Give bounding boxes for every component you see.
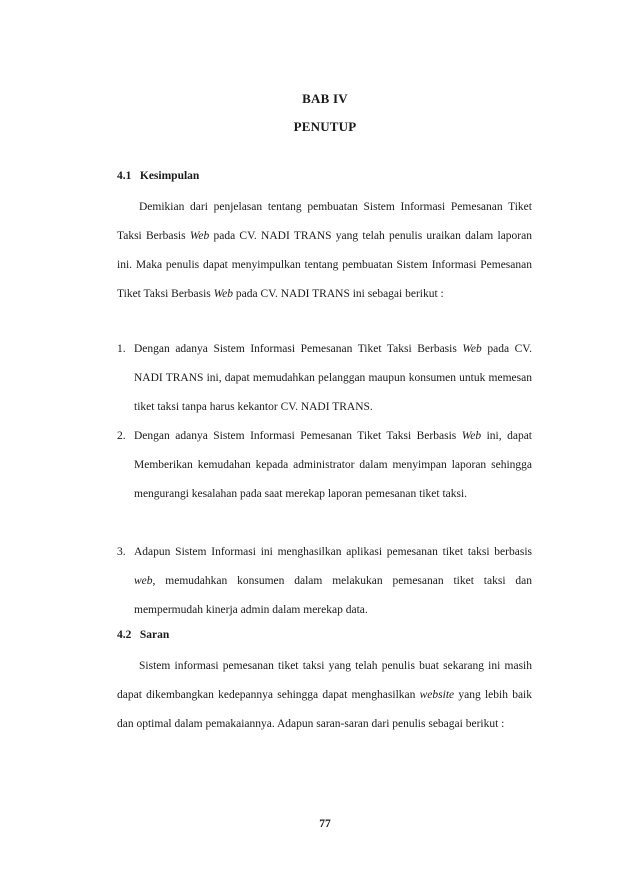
conclusion-list-item-2 xyxy=(117,422,532,509)
section-heading-saran xyxy=(117,629,169,641)
conclusion-intro-paragraph: Demikian dari penjelasan tentang pembuatan Sistem Informasi Pemesanan Tiket Taksi Berbasis Web pada CV. NADI TRANS yang telah penulis uraikan dalam laporan ini. Maka penulis dapat menyimpulkan tentang pembuatan Sistem Informasi Pemesanan Tiket Taksi Berbasis Web pada CV. NADI TRANS ini sebagai berikut : xyxy=(117,201,532,300)
chapter-title: PENUTUP xyxy=(293,119,357,134)
list-marker: 2. xyxy=(117,430,126,442)
list-item-text: Adapun Sistem Informasi ini menghasilkan aplikasi pemesanan tiket taksi berbasis web, memudahkan konsumen dalam melakukan pemesanan tiket taksi dan mempermudah kinerja admin dalam merekap data. xyxy=(134,546,532,616)
list-marker: 3. xyxy=(117,546,126,558)
conclusion-list-item-1 xyxy=(117,335,532,422)
section-title: Kesimpulan xyxy=(139,170,200,182)
section-title: Saran xyxy=(139,629,170,641)
chapter-number: BAB IV xyxy=(302,91,348,106)
suggestion-paragraph: Sistem informasi pemesanan tiket taksi yang telah penulis buat sekarang ini masih dapat dikembangkan kedepannya sehingga dapat menghasilkan website yang lebih baik dan optimal dalam pemakaiannya. Adapun saran-saran dari penulis sebagai berikut : xyxy=(117,660,532,730)
conclusion-list-item-3 xyxy=(117,538,532,625)
section-number: 4.1 xyxy=(117,170,132,182)
list-item-text: Dengan adanya Sistem Informasi Pemesanan Tiket Taksi Berbasis Web pada CV. NADI TRANS ini, dapat memudahkan pelanggan maupun konsumen untuk memesan tiket taksi tanpa harus kekantor CV. NADI TRANS. xyxy=(134,343,532,413)
section-number: 4.2 xyxy=(117,629,132,641)
list-marker: 1. xyxy=(117,343,126,355)
list-item-text: Dengan adanya Sistem Informasi Pemesanan Tiket Taksi Berbasis Web ini, dapat Memberikan kemudahan kepada administrator dalam menyimpan laporan sehingga mengurangi kesalahan pada saat merekap laporan pemesanan tiket taksi. xyxy=(134,430,532,500)
page-number: 77 xyxy=(319,818,331,830)
section-heading-kesimpulan xyxy=(117,170,199,182)
